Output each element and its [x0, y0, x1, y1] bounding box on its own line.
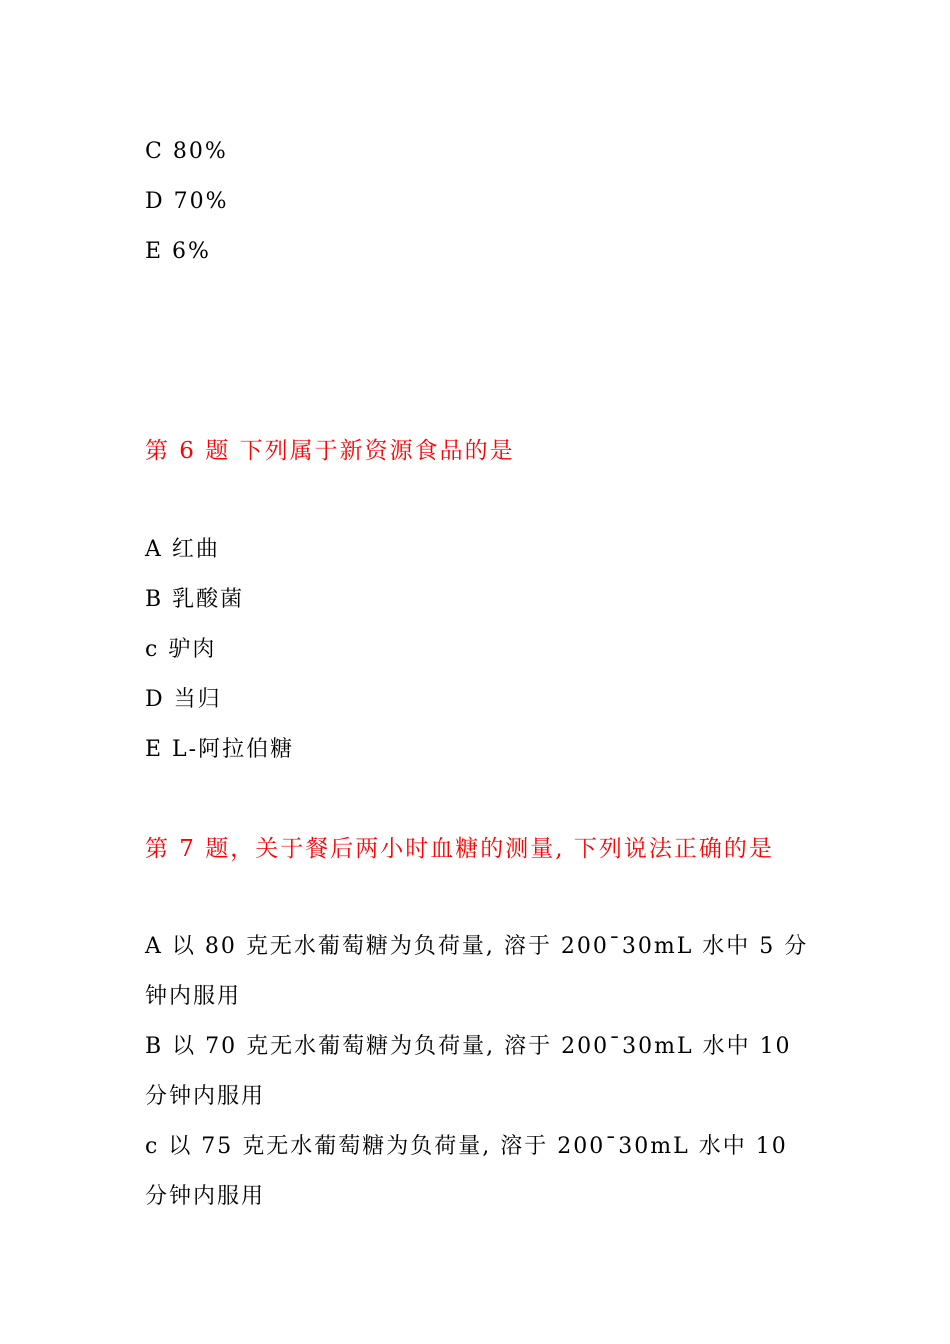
q5-option-e: E 6%: [145, 239, 211, 264]
q6-option-d: D 当归: [145, 687, 222, 712]
q7-option-a: A 以 80 克无水葡萄糖为负荷量, 溶于 200¯30mL 水中 5 分钟内服用: [145, 934, 809, 1009]
q6-option-b: B 乳酸菌: [145, 587, 245, 612]
q6-option-a: A 红曲: [145, 537, 220, 562]
q6-option-c: c 驴肉: [145, 637, 217, 662]
q6-option-e: E L-阿拉伯糖: [145, 737, 295, 762]
q7-option-c: c 以 75 克无水葡萄糖为负荷量, 溶于 200¯30mL 水中 10 分钟内服用: [145, 1134, 788, 1209]
q5-option-d: D 70%: [145, 189, 229, 214]
q6-title: 第 6 题 下列属于新资源食品的是: [145, 438, 515, 464]
q7-title: 第 7 题，关于餐后两小时血糖的测量, 下列说法正确的是: [145, 836, 774, 862]
q5-option-c: C 80%: [145, 139, 228, 164]
q7-option-b: B 以 70 克无水葡萄糖为负荷量, 溶于 200¯30mL 水中 10 分钟内服用: [145, 1034, 792, 1109]
